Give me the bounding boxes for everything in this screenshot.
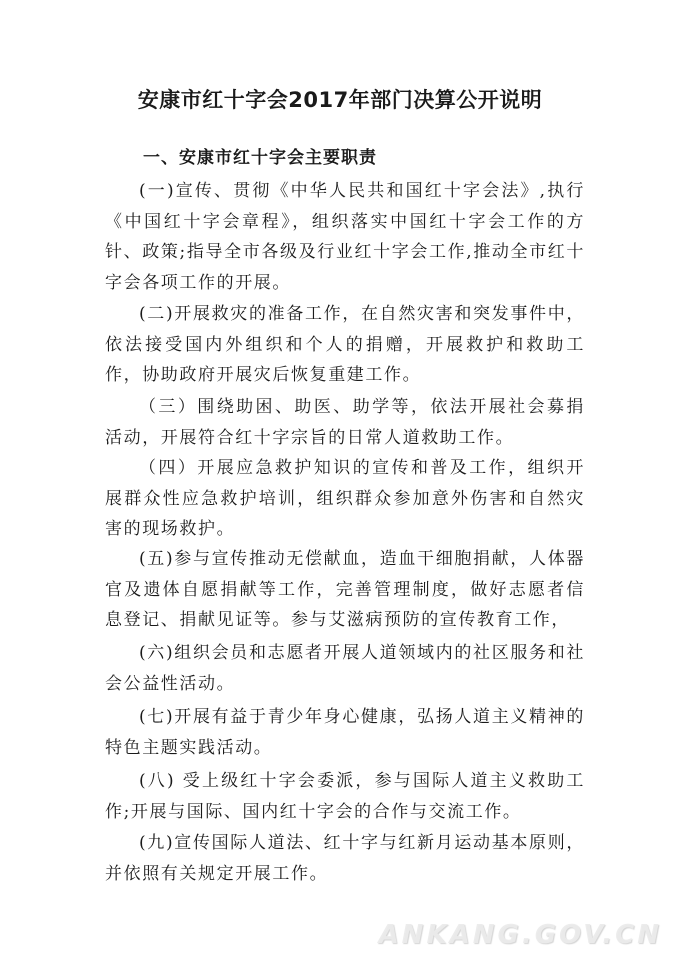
section-heading: 一、安康市红十字会主要职责 bbox=[143, 148, 377, 168]
paragraph-duty-5: (五)参与宣传推动无偿献血，造血干细胞捐献，人体器官及遗体自愿捐献等工作，完善管理制度，做好志愿者信息登记、捐献见证等。参与艾滋病预防的宣传教育工作， bbox=[105, 549, 585, 630]
paragraph-duty-7: (七)开展有益于青少年身心健康，弘扬人道主义精神的特色主题实践活动。 bbox=[105, 707, 585, 758]
paragraph-duty-8: (八) 受上级红十字会委派，参与国际人道主义救助工作;开展与国际、国内红十字会的合作与交流工作。 bbox=[105, 771, 585, 822]
paragraph-duty-4: （四）开展应急救护知识的宣传和普及工作，组织开展群众性应急救护培训，组织群众参加意外伤害和自然灾害的现场救护。 bbox=[105, 458, 585, 539]
document-title: 安康市红十字会2017年部门决算公开说明 bbox=[137, 88, 543, 112]
paragraph-duty-2: (二)开展救灾的准备工作，在自然灾害和突发事件中，依法接受国内外组织和个人的捐赠，开展救护和救助工作，协助政府开展灾后恢复重建工作。 bbox=[105, 304, 585, 385]
paragraph-duty-1: (一)宣传、贯彻《中华人民共和国红十字会法》,执行《中国红十字会章程》，组织落实中国红十字会工作的方针、政策;指导全市各级及行业红十字会工作,推动全市红十字会各项工作的开展。 bbox=[105, 181, 585, 293]
site-watermark: ANKANG.GOV.CN bbox=[378, 920, 662, 950]
paragraph-duty-3: （三）围绕助困、助医、助学等，依法开展社会募捐活动，开展符合红十字宗旨的日常人道救助工作。 bbox=[105, 397, 585, 448]
paragraph-duty-9: (九)宣传国际人道法、红十字与红新月运动基本原则，并依照有关规定开展工作。 bbox=[105, 833, 585, 884]
paragraph-duty-6: (六)组织会员和志愿者开展人道领域内的社区服务和社会公益性活动。 bbox=[105, 643, 585, 694]
